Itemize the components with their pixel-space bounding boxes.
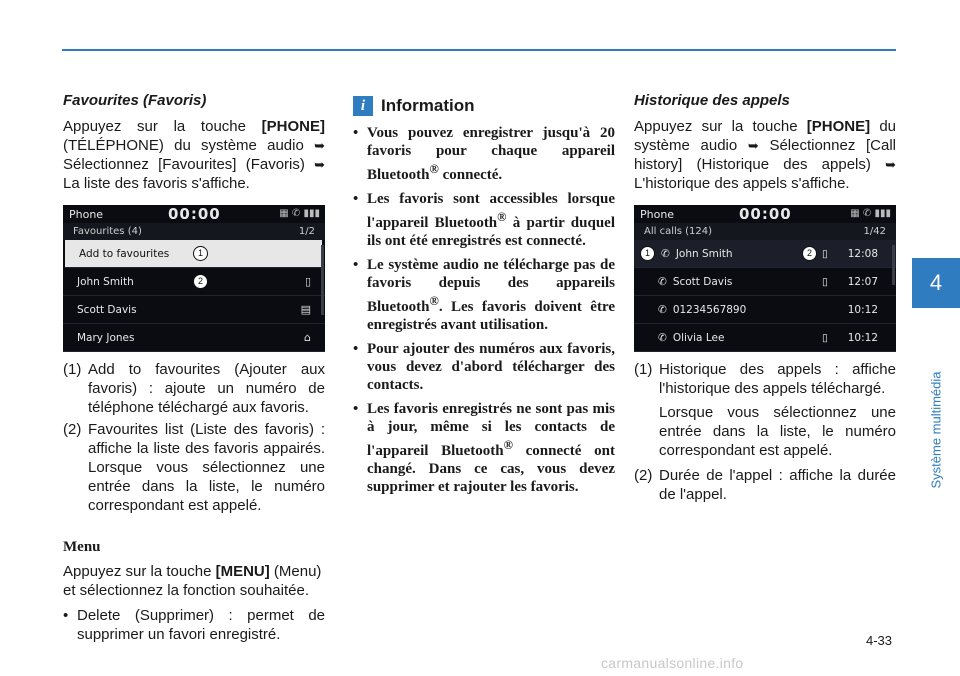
- menu-intro: Appuyez sur la touche [MENU] (Menu) et sélectionnez la fonction souhaitée.: [63, 563, 322, 599]
- status-icons: ▦ ✆ ▮▮▮: [850, 208, 891, 219]
- info-icon: i: [353, 96, 373, 116]
- screen-clock: 00:00: [168, 205, 221, 223]
- information-title: Information: [381, 96, 475, 115]
- mobile-icon: ▯: [304, 275, 311, 288]
- arrow-icon: ➥: [314, 157, 325, 172]
- header-rule: [62, 49, 896, 51]
- list-item: (2) Favourites list (Liste des favoris) : affiche la liste des favoris appairés. Lorsque vous sélectionnez une entrée dans la liste, le numéro correspondant est appelé.: [63, 421, 325, 514]
- mobile-icon: ▯: [822, 275, 828, 288]
- screen-status-bar: [63, 205, 325, 223]
- screen-status-bar: [634, 205, 896, 223]
- list-item: (1) Historique des appels : affiche l'historique des appels téléchargé. Lorsque vous sélectionnez une entrée dans la liste, le numéro correspondant est appelé.: [634, 361, 896, 459]
- screen-clock: 00:00: [739, 205, 792, 223]
- history-list: [634, 360, 896, 504]
- call-icon: ✆: [658, 331, 667, 344]
- callout-2: 2: [802, 246, 817, 261]
- list-item: (1) Add to favourites (Ajouter aux favoris) : ajoute un numéro de téléphone téléchargé aux favoris.: [63, 361, 325, 416]
- row-add-favourite: Add to favourites 1: [65, 240, 322, 268]
- call-row: ✆ Olivia Lee ▯ 10:12: [634, 324, 896, 352]
- callout-1: 1: [640, 246, 655, 261]
- screen-subheader: All calls (124) 1/42: [634, 223, 896, 240]
- chapter-tab: 4: [912, 258, 960, 308]
- info-bullet: • Les favoris enregistrés ne sont pas mis à jour, même si les contacts de l'appareil Bluetooth® connecté ont changé. Dans ce cas, vous devez supprimer et rajouter les favoris.: [353, 401, 615, 495]
- history-heading: Historique des appels: [634, 92, 790, 109]
- call-row: ✆ 01234567890 10:12: [634, 296, 896, 324]
- favourites-section: [63, 92, 325, 644]
- menu-bullet: • Delete (Supprimer) : permet de supprimer un favori enregistré.: [63, 607, 325, 643]
- home-icon: ⌂: [304, 331, 311, 344]
- row-favourite: John Smith 2 ▯: [63, 268, 325, 296]
- info-bullet: • Les favoris sont accessibles lorsque l'appareil Bluetooth® à partir duquel ils ont été enregistrés est connecté.: [353, 191, 615, 249]
- information-box: [353, 96, 615, 502]
- info-bullet: • Vous pouvez enregistrer jusqu'à 20 favoris pour chaque appareil Bluetooth® connecté.: [353, 125, 615, 183]
- call-history-screenshot: [634, 205, 896, 352]
- favourites-list: [63, 360, 325, 515]
- arrow-icon: ➥: [747, 138, 759, 153]
- call-icon: ✆: [658, 303, 667, 316]
- history-intro: Appuyez sur la touche [PHONE] du système audio ➥ Sélectionnez [Call history] (Historique des appels) ➥ L'historique des appels s'affiche.: [634, 118, 897, 192]
- arrow-icon: ➥: [885, 157, 896, 172]
- favourites-heading: Favourites (Favoris): [63, 92, 207, 109]
- favourites-intro: Appuyez sur la touche [PHONE] (TÉLÉPHONE) du système audio ➥ Sélectionnez [Favourites] (Favoris) ➥ La liste des favoris s'affiche.: [63, 118, 325, 192]
- call-icon: ✆: [661, 247, 670, 260]
- row-favourite: Mary Jones ⌂: [63, 324, 325, 352]
- mobile-icon: ▯: [822, 331, 828, 344]
- status-icons: ▦ ✆ ▮▮▮: [279, 208, 320, 219]
- call-row: ✆ Scott Davis ▯ 12:07: [634, 268, 896, 296]
- info-bullet: • Pour ajouter des numéros aux favoris, vous devez d'abord télécharger des contacts.: [353, 341, 615, 393]
- information-header: [353, 96, 615, 116]
- info-bullet: • Le système audio ne télécharge pas de favoris depuis des appareils Bluetooth®. Les favoris doivent être enregistrés avant utilisation.: [353, 257, 615, 333]
- call-icon: ✆: [658, 275, 667, 288]
- screen-title: Phone: [640, 207, 675, 221]
- favourites-screenshot: [63, 205, 325, 352]
- list-item: (2) Durée de l'appel : affiche la durée de l'appel.: [634, 467, 896, 503]
- scrollbar: [321, 245, 324, 315]
- watermark: carmanualsonline.info: [601, 655, 744, 671]
- history-section: [634, 92, 896, 504]
- row-favourite: Scott Davis ▤: [63, 296, 325, 324]
- arrow-icon: ➥: [314, 138, 325, 153]
- chapter-title: Système multimédia: [928, 371, 944, 489]
- office-icon: ▤: [300, 303, 311, 316]
- page-number: 4-33: [866, 633, 893, 648]
- screen-title: Phone: [69, 207, 104, 221]
- screen-subheader: Favourites (4) 1/2: [63, 223, 325, 240]
- callout-2: 2: [193, 274, 208, 289]
- callout-1: 1: [193, 246, 208, 261]
- scrollbar: [892, 245, 895, 285]
- call-row: 1 ✆ John Smith 2 ▯ 12:08: [634, 240, 896, 268]
- mobile-icon: ▯: [822, 247, 828, 260]
- menu-heading: Menu: [63, 539, 101, 555]
